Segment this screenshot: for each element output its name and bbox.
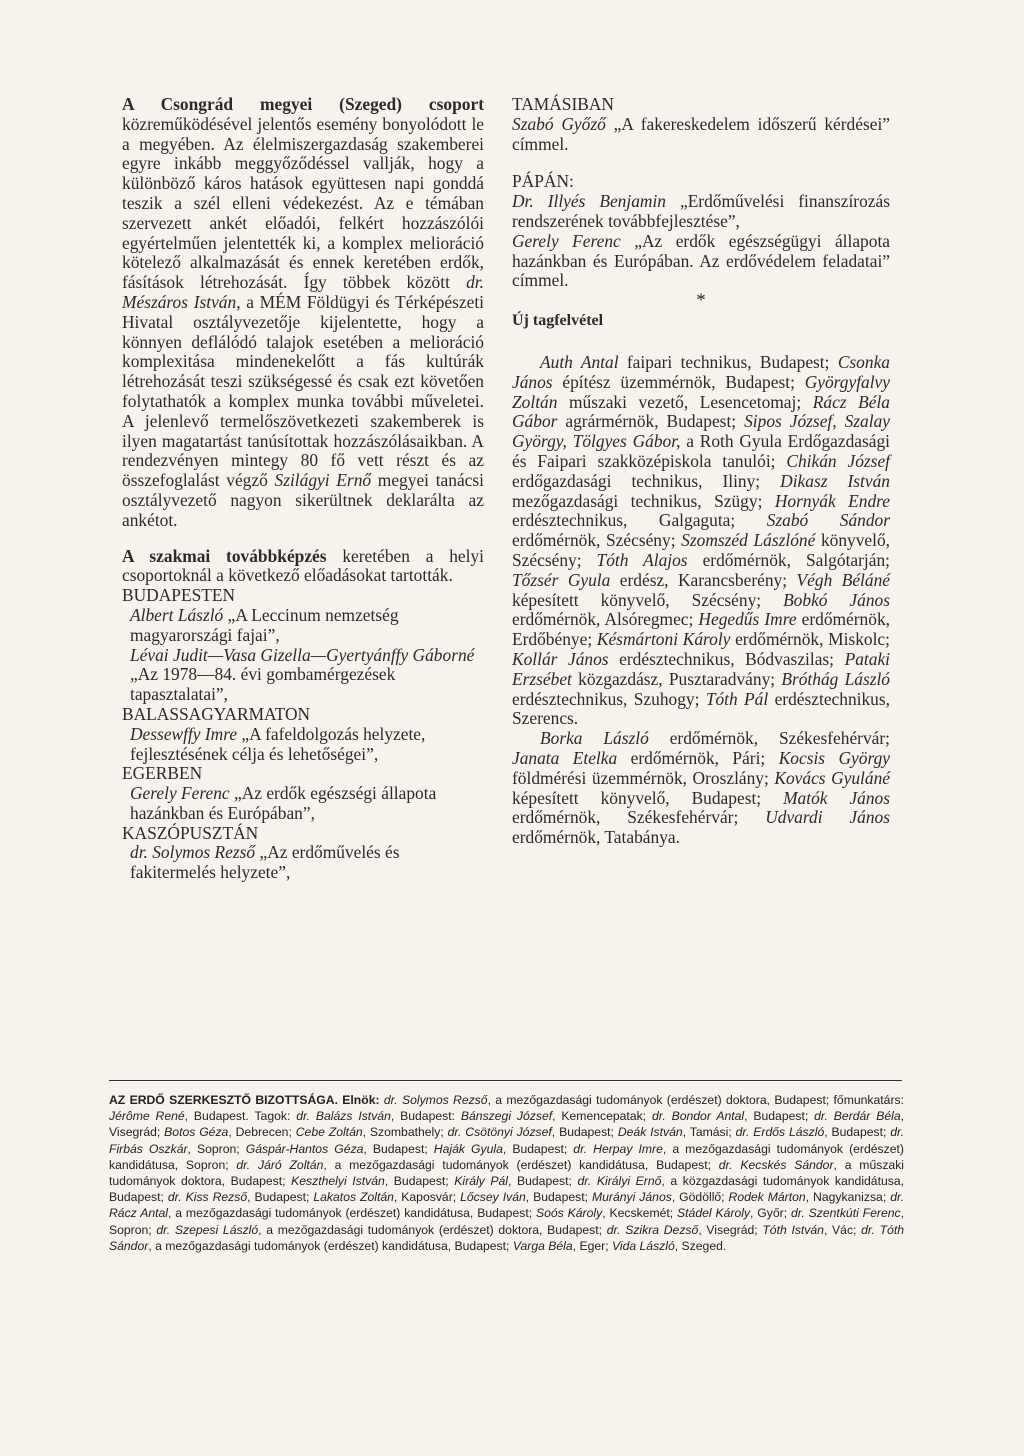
board-member-name: dr. Kecskés Sándor <box>718 1157 834 1172</box>
board-member-name: Varga Béla <box>512 1238 573 1253</box>
intro-text: közreműködésével jelentős esemény bonyolódott le a megyében. Az élelmiszergazdaság szakemberei egyre inkább meggyőződéssel vallják, hogy a különböző káros hatások együttesen napi gonddá teszik a szél elleni védekezést. Az e témában szervezett ankét előadói, felkért hozzászólói egyértelműen jelentették ki, a komplex melioráció kötelező alkalmazását és ennek keretében erdők, fásítások létrehozását. Így többek között <box>122 113 484 293</box>
board-detail: , Szeged. <box>674 1238 727 1253</box>
member-name: Udvardi János <box>765 807 890 828</box>
board-detail: , a közgazdasági tudományok kandidátusa, Budapest; <box>109 1174 905 1205</box>
board-member-name: Cebe Zoltán <box>295 1125 363 1140</box>
lecture-illyes <box>512 192 890 232</box>
board-detail: , Sopron; <box>109 1206 904 1237</box>
board-detail: , a mezőgazdasági tudományok (erdészet) kandidátusa, Budapest; <box>167 1206 536 1221</box>
member-detail: erdőmérnök, Alsóregmec; <box>512 609 699 630</box>
member-detail: erdőmérnök, Székesfehérvár; <box>648 728 890 749</box>
board-detail: , a mezőgazdasági tudományok (erdészet) kandidátusa, Budapest; <box>323 1157 719 1172</box>
intro-paragraph <box>122 95 484 531</box>
member-detail: erdőgazdasági technikus, Iliny; <box>512 470 781 491</box>
board-detail: , Debrecen; <box>228 1125 296 1140</box>
board-member-name: Bánszegi József <box>460 1109 553 1124</box>
member-name: Kovács Gyuláné <box>774 767 890 788</box>
board-detail: , Győr; <box>750 1206 791 1221</box>
board-member-name: Stádel Károly <box>677 1206 751 1221</box>
training-paragraph <box>122 547 484 587</box>
editorial-board-footnote <box>109 1092 904 1254</box>
board-detail: , Gödöllő; <box>671 1190 729 1205</box>
location-papan: PÁPÁN: <box>512 171 574 192</box>
dessewffy-name: Dessewffy Imre <box>130 723 238 744</box>
member-detail: erdőmérnök, Székesfehérvár; <box>512 807 766 828</box>
location-egerben: EGERBEN <box>122 763 203 784</box>
solymos-name: dr. Solymos Rezső <box>130 842 256 863</box>
board-member-name: dr. Rácz Antal <box>109 1190 904 1221</box>
board-member-name: Soós Károly <box>535 1206 603 1221</box>
member-name: Szabó Sándor <box>766 510 890 531</box>
location-kaszopusztan: KASZÓPUSZTÁN <box>122 822 259 843</box>
board-member-name: dr. Csötönyi József <box>447 1125 552 1140</box>
board-heading: AZ ERDŐ SZERKESZTŐ BIZOTTSÁGA. Elnök: <box>109 1093 384 1107</box>
board-member-name: Haják Gyula <box>433 1141 503 1156</box>
member-detail: erdőmérnök, Salgótarján; <box>687 549 890 570</box>
board-member-name: dr. Szikra Dezső <box>606 1222 699 1237</box>
member-name: Hornyák Endre <box>774 490 890 511</box>
gerely-title: „Az erdők egészségi állapota hazánkban és Európában”, <box>130 783 437 823</box>
meszaros-name: dr. Mészáros István, <box>122 272 484 312</box>
illyes-title: „Erdőművelési finanszírozás rendszerének továbbfejlesztése”, <box>512 191 890 231</box>
board-detail: , Budapest; <box>508 1174 578 1189</box>
lecture-szabo <box>512 115 890 155</box>
lecture-dessewffy <box>122 725 484 765</box>
member-name: Bobkó János <box>783 589 890 610</box>
left-column <box>122 95 484 883</box>
gerely-papa-title: „Az erdők egészségügyi állapota hazánkban és Európában. Az erdővédelem feladatai” címmel. <box>512 230 890 291</box>
board-member-name: dr. Solymos Rezső <box>383 1093 488 1107</box>
member-detail: földmérési üzemmérnök, Oroszlány; <box>512 767 775 788</box>
member-detail: könyvelő, Szécsény; <box>512 530 891 570</box>
board-member-name: Rodek Márton <box>728 1190 806 1205</box>
member-name: Janata Etelka <box>512 747 618 768</box>
board-detail: , Kaposvár; <box>393 1190 461 1205</box>
board-member-name: Botos Géza <box>164 1125 229 1140</box>
board-detail: , Vác; <box>823 1222 862 1237</box>
section-separator-star: * <box>696 290 706 312</box>
member-detail: erdésztechnikus, Bódvaszilas; <box>608 648 845 669</box>
board-detail: , Budapest. Tagok: <box>184 1109 297 1124</box>
solymos-title: „Az erdőművelés és fakitermelés helyzete”, <box>130 842 400 883</box>
member-detail: erdésztechnikus, Szuhogy; <box>512 688 706 709</box>
board-detail: , Kemencepatak; <box>552 1109 652 1124</box>
member-detail: építész üzemmérnök, Budapest; <box>552 371 805 392</box>
member-name: Rácz Béla Gábor <box>512 391 890 432</box>
board-member-name: dr. Bondor Antal <box>651 1109 745 1124</box>
member-name: Sipos József, Szalay György, Tölgyes Gábor, <box>512 411 890 452</box>
member-detail: erdésztechnikus, Galgaguta; <box>512 510 767 531</box>
lecture-gerely-papa <box>512 232 890 291</box>
lecture-gerely-eger <box>122 784 484 824</box>
member-name: Hegedűs Imre <box>698 609 797 630</box>
right-column <box>512 95 890 848</box>
board-detail: , Budapest; <box>525 1190 592 1205</box>
member-detail: erdőmérnök, Erdőbénye; <box>512 609 890 650</box>
gerely-name: Gerely Ferenc <box>130 783 230 804</box>
member-detail: műszaki vezető, Lesencetomaj; <box>557 391 813 412</box>
board-detail: , Budapest; <box>744 1109 815 1124</box>
location-budapesten: BUDAPESTEN <box>122 585 236 606</box>
footer-divider <box>109 1080 902 1081</box>
training-text: keretében a helyi csoportoknál a következő előadásokat tartották. <box>122 545 484 586</box>
member-name: Auth Antal <box>540 351 619 372</box>
member-detail: faipari technikus, Budapest; <box>618 351 838 372</box>
board-detail: , Eger; <box>572 1238 612 1253</box>
lecture-levai <box>122 646 484 705</box>
board-detail: , a mezőgazdasági tudományok (erdészet) doktora, Budapest; főmunkatárs: <box>487 1093 904 1107</box>
board-member-name: dr. Járó Zoltán <box>236 1157 324 1172</box>
board-member-name: Murányi János <box>591 1190 672 1205</box>
member-name: Borka László <box>540 728 649 749</box>
member-name: Bróthág László <box>781 668 891 689</box>
board-member-name: dr. Királyi Ernő <box>577 1174 662 1189</box>
albert-name: Albert László <box>130 604 224 625</box>
board-member-name: dr. Balázs István <box>296 1109 391 1124</box>
board-member-name: Jérôme René <box>109 1109 185 1124</box>
board-detail: , a mezőgazdasági tudományok (erdészet) doktora, Budapest; <box>258 1222 607 1237</box>
board-detail: , Budapest: <box>390 1109 461 1124</box>
board-member-name: Lakatos Zoltán <box>313 1190 394 1205</box>
member-detail: erdőmérnök, Tatabánya. <box>512 827 680 848</box>
board-member-name: Vida László <box>611 1238 675 1253</box>
board-detail: , Budapest; <box>363 1141 434 1156</box>
member-name: Matók János <box>783 787 890 808</box>
lecture-solymos <box>122 843 484 883</box>
board-detail: , Nagykanizsa; <box>805 1190 891 1205</box>
member-detail: közgazdász, Pusztaradvány; <box>571 668 782 689</box>
board-member-name: dr. Berdár Béla <box>814 1109 901 1124</box>
new-members-heading: Új tagfelvétel <box>512 312 604 330</box>
levai-name: Lévai Judit—Vasa Gizella—Gyertyánffy Gáborné <box>130 644 475 665</box>
board-member-name: dr. Kiss Rezső <box>167 1190 248 1205</box>
member-detail: erdőmérnök, Pári; <box>617 747 779 768</box>
intro-lead: A Csongrád megyei (Szeged) csoport <box>122 94 484 114</box>
dessewffy-title: „A fafeldolgozás helyzete, fejlesztésének célja és lehetőségei”, <box>130 723 426 764</box>
member-detail: agrármérnök, Budapest; <box>557 411 745 432</box>
board-detail: , Budapest; <box>384 1174 455 1189</box>
member-detail: erdőmérnök, Szécsény; <box>512 530 682 551</box>
board-member-name: Deák István <box>617 1125 683 1140</box>
board-detail: , Budapest; <box>247 1190 314 1205</box>
member-name: Végh Béláné <box>796 569 890 590</box>
member-name: Szomszéd Lászlóné <box>681 530 816 551</box>
board-member-name: Király Pál <box>454 1174 508 1189</box>
board-member-name: Tóth István <box>762 1222 824 1237</box>
member-detail: erdőmérnök, Miskolc; <box>730 629 890 650</box>
board-detail: , Budapest; <box>824 1125 891 1140</box>
board-detail: , a műszaki tudományok doktora, Budapest; <box>109 1157 904 1189</box>
member-name: Pataki Erzsébet <box>512 648 890 689</box>
member-name: Györgyfalvy Zoltán <box>512 371 890 412</box>
board-member-name: dr. Tóth Sándor <box>109 1222 904 1253</box>
board-member-name: Gáspár-Hantos Géza <box>245 1141 364 1156</box>
member-detail: képesített könyvelő, Szécsény; <box>512 589 784 610</box>
board-detail: , Szombathely; <box>362 1125 448 1140</box>
member-name: Dikasz István <box>780 470 890 491</box>
board-member-name: dr. Firbás Oszkár <box>109 1125 905 1156</box>
member-detail: mezőgazdasági technikus, Szügy; <box>512 490 775 511</box>
board-detail: , Kecskemét; <box>602 1206 678 1221</box>
member-name: Tóth Pál <box>705 688 769 709</box>
board-member-name: Lőcsey Iván <box>460 1190 526 1205</box>
board-detail: , Visegrád; <box>109 1109 905 1140</box>
location-balassagyarmaton: BALASSAGYARMATON <box>122 703 311 724</box>
illyes-name: Dr. Illyés Benjamin <box>512 191 666 212</box>
board-detail: , a mezőgazdasági tudományok (erdészet) kandidátusa, Sopron; <box>109 1141 904 1172</box>
board-detail: , Budapest; <box>551 1125 618 1140</box>
member-name: Kollár János <box>512 648 609 669</box>
board-detail: , Sopron; <box>187 1141 246 1156</box>
board-member-name: dr. Szentkúti Ferenc <box>791 1206 901 1221</box>
szabo-title: „A fakereskedelem időszerű kérdései” címmel. <box>512 113 890 154</box>
board-member-name: dr. Herpay Imre <box>573 1141 663 1156</box>
board-detail: , Budapest; <box>502 1141 574 1156</box>
albert-title: „A Leccinum nemzetség magyarországi fajai”, <box>130 604 399 645</box>
member-name: Tóth Alajos <box>596 549 688 570</box>
member-name: Csonka János <box>512 351 890 392</box>
training-lead: A szakmai továbbképzés <box>122 545 327 566</box>
board-detail: , Tamási; <box>682 1125 736 1140</box>
szabo-name: Szabó Győző <box>512 113 606 134</box>
intro-text-3: megyei tanácsi osztályvezető nagyon sikerültnek deklarálta az ankétot. <box>122 470 484 530</box>
board-member-name: dr. Szepesi László <box>156 1222 259 1237</box>
board-member-name: dr. Erdős László <box>735 1125 825 1140</box>
lecture-albert <box>122 606 484 646</box>
member-detail: erdésztechnikus, Szerencs. <box>512 688 890 729</box>
member-detail: a Roth Gyula Erdőgazdasági és Faipari szakközépiskola tanulói; <box>512 431 890 471</box>
szilagyi-name: Szilágyi Ernő <box>274 470 372 491</box>
board-member-name: Keszthelyi István <box>291 1174 385 1189</box>
location-tamasiban: TAMÁSIBAN <box>512 94 614 114</box>
new-members-paragraph-1 <box>512 353 890 729</box>
member-detail: képesített könyvelő, Budapest; <box>512 787 784 808</box>
intro-text-2: a MÉM Földügyi és Térképészeti Hivatal osztályvezetője kijelentette, hogy a könnyen deflálódó talajok esetében a melioráció komplexitása mindenekelőtt a fás kultúrák létrehozását teszi szükségessé és csak ezt követően folytathatók a komplex munka további műveletei. A jelenlevő termelőszövetkezeti szakemberek is ilyen magatartást tanúsítottak hozzászólásaikban. A rendezvényen mintegy 80 fő vett részt és az összefoglalást végző <box>122 291 484 491</box>
member-name: Tőzsér Gyula <box>512 569 611 590</box>
member-name: Chikán József <box>786 450 890 471</box>
member-name: Kocsis György <box>778 747 891 768</box>
board-detail: , Visegrád; <box>698 1222 763 1237</box>
member-detail: erdész, Karancsberény; <box>610 569 797 590</box>
member-name: Késmártoni Károly <box>596 629 731 650</box>
levai-title: „Az 1978—84. évi gombamérgezések tapasztalatai”, <box>130 664 396 705</box>
new-members-paragraph-2 <box>512 729 890 848</box>
board-detail: , a mezőgazdasági tudományok (erdészet) kandidátusa, Budapest; <box>148 1238 513 1253</box>
gerely-papa-name: Gerely Ferenc <box>512 230 621 251</box>
